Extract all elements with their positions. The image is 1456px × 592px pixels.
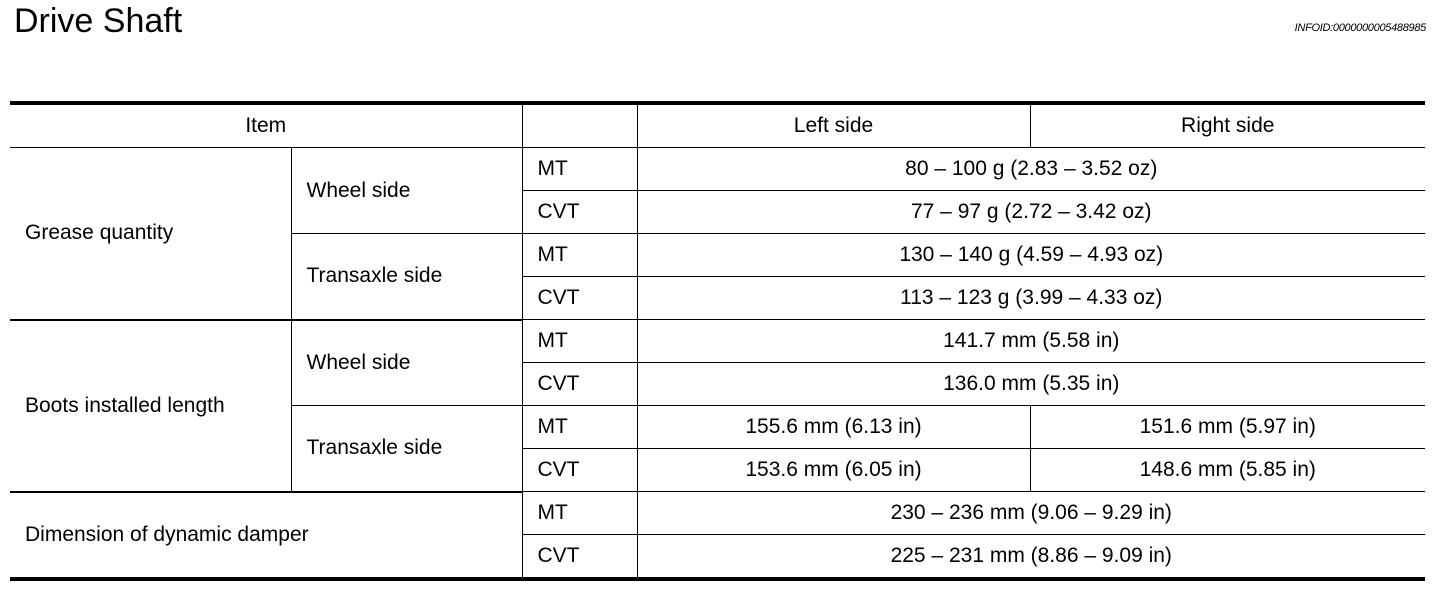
boots-installed-length-label: Boots installed length	[10, 320, 291, 492]
column-header-item: Item	[10, 103, 522, 148]
column-header-left-side: Left side	[637, 103, 1030, 148]
boots-transaxle-mt-right-value: 151.6 mm (5.97 in)	[1030, 406, 1425, 449]
table-row	[10, 320, 1425, 363]
page-title: Drive Shaft	[14, 2, 183, 40]
header-row	[10, 103, 1425, 148]
grease-transaxle-cvt-value: 113 – 123 g (3.99 – 4.33 oz)	[637, 277, 1425, 320]
grease-transaxle-side-label: Transaxle side	[291, 234, 522, 320]
grease-wheel-side-label: Wheel side	[291, 148, 522, 234]
damper-cvt-label: CVT	[522, 535, 637, 580]
boots-wheel-cvt-value: 136.0 mm (5.35 in)	[637, 363, 1425, 406]
grease-wheel-cvt-value: 77 – 97 g (2.72 – 3.42 oz)	[637, 191, 1425, 234]
boots-transaxle-cvt-label: CVT	[522, 449, 637, 492]
grease-wheel-mt-label: MT	[522, 148, 637, 191]
grease-quantity-label: Grease quantity	[10, 148, 291, 320]
damper-dimension-label: Dimension of dynamic damper	[10, 492, 522, 580]
grease-wheel-cvt-label: CVT	[522, 191, 637, 234]
grease-transaxle-mt-value: 130 – 140 g (4.59 – 4.93 oz)	[637, 234, 1425, 277]
boots-wheel-mt-label: MT	[522, 320, 637, 363]
damper-mt-label: MT	[522, 492, 637, 535]
boots-wheel-cvt-label: CVT	[522, 363, 637, 406]
damper-mt-value: 230 – 236 mm (9.06 – 9.29 in)	[637, 492, 1425, 535]
table-row	[10, 148, 1425, 191]
table-row	[10, 492, 1425, 535]
grease-wheel-mt-value: 80 – 100 g (2.83 – 3.52 oz)	[637, 148, 1425, 191]
grease-transaxle-mt-label: MT	[522, 234, 637, 277]
grease-transaxle-cvt-label: CVT	[522, 277, 637, 320]
boots-wheel-mt-value: 141.7 mm (5.58 in)	[637, 320, 1425, 363]
boots-transaxle-cvt-left-value: 153.6 mm (6.05 in)	[637, 449, 1030, 492]
column-header-transmission	[522, 103, 637, 148]
drive-shaft-spec-table	[10, 101, 1425, 581]
column-header-right-side: Right side	[1030, 103, 1425, 148]
boots-transaxle-mt-left-value: 155.6 mm (6.13 in)	[637, 406, 1030, 449]
boots-transaxle-cvt-right-value: 148.6 mm (5.85 in)	[1030, 449, 1425, 492]
boots-transaxle-mt-label: MT	[522, 406, 637, 449]
boots-wheel-side-label: Wheel side	[291, 320, 522, 406]
damper-cvt-value: 225 – 231 mm (8.86 – 9.09 in)	[637, 535, 1425, 580]
info-id: INFOID:0000000005488985	[1294, 22, 1426, 34]
boots-transaxle-side-label: Transaxle side	[291, 406, 522, 492]
